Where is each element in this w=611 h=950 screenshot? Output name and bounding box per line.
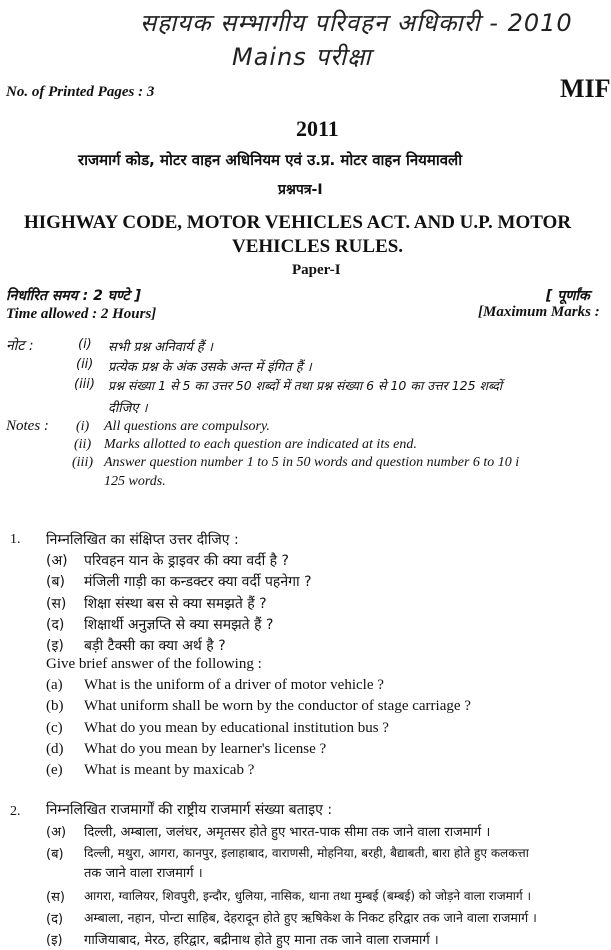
q1-hindi-text-4: शिक्षार्थी अनुज्ञप्ति से क्या समझते हैं ? (84, 617, 274, 633)
note-hindi-text-2: प्रत्येक प्रश्न के अंक उसके अन्त में इंगित हैं । (108, 360, 312, 375)
q2-num-5: (इ) (46, 933, 63, 948)
marks-english: [Maximum Marks : (478, 304, 600, 320)
q2-text-1: दिल्ली, अम्बाला, जलंधर, अमृतसर होते हुए भारत-पाक सीमा तक जाने वाला राजमार्ग । (84, 825, 491, 840)
q1-en-text-5: What is meant by maxicab ? (84, 762, 255, 778)
q2-num-1: (अ) (46, 825, 67, 840)
q1-en-num-4: (d) (46, 741, 64, 757)
notes-en-num-1: (i) (76, 419, 90, 434)
notes-en-text-2: Marks allotted to each question are indicated at its end. (104, 437, 417, 452)
q1-intro-english: Give brief answer of the following : (46, 656, 262, 672)
note-hindi-text-4: दीजिए । (108, 401, 148, 416)
q1-hindi-num-4: (द) (46, 617, 65, 633)
note-hindi-text-3: प्रश्न संख्या 1 से 5 का उत्तर 50 शब्दों में तथा प्रश्न संख्या 6 से 10 का उत्तर 125 शब्दों (108, 378, 503, 393)
q1-hindi-num-1: (अ) (46, 553, 68, 569)
q2-intro-hindi: निम्नलिखित राजमार्गों की राष्ट्रीय राजमार्ग संख्या बताइए : (46, 802, 333, 818)
q1-en-num-5: (e) (46, 762, 63, 778)
q2-number: 2. (10, 804, 21, 819)
q1-en-text-4: What do you mean by learner's license ? (84, 741, 327, 757)
note-hindi-num-3: (iii) (74, 377, 95, 392)
q1-en-num-2: (b) (46, 698, 64, 714)
paper-hindi: प्रश्नपत्र-I (278, 182, 323, 198)
q1-number: 1. (10, 532, 21, 547)
q2-text-2: दिल्ली, मथुरा, आगरा, कानपुर, इलाहाबाद, वाराणसी, मोहनिया, बरही, बैद्याबती, बारा होते हुए कलकत्ता (84, 846, 529, 860)
q2-text-5: गाजियाबाद, मेरठ, हरिद्वार, बद्रीनाथ होते हुए माना तक जाने वाला राजमार्ग । (84, 933, 439, 948)
q2-text-2b: तक जाने वाला राजमार्ग । (84, 866, 203, 881)
q1-hindi-text-2: मंजिली गाड़ी का कन्डक्टर क्या वर्दी पहनेगा ? (84, 574, 312, 590)
q1-hindi-num-2: (ब) (46, 574, 65, 590)
note-hindi-label: नोट : (6, 338, 34, 354)
note-hindi-num-1: (i) (78, 337, 92, 352)
paper-english: Paper-I (292, 262, 341, 278)
time-english: Time allowed : 2 Hours] (6, 306, 157, 322)
title-english-line2: VEHICLES RULES. (232, 236, 404, 257)
title-hindi: राजमार्ग कोड, मोटर वाहन अधिनियम एवं उ.प्र. मोटर वाहन नियमावली (78, 151, 463, 169)
marks-hindi: [ पूर्णांक (546, 288, 590, 304)
notes-en-num-2: (ii) (74, 437, 92, 452)
handwritten-title: सहायक सम्भागीय परिवहन अधिकारी - 2010 (140, 9, 573, 37)
time-hindi: निर्धारित समय : 2 घण्टे ] (6, 288, 141, 304)
q2-num-4: (द) (46, 912, 64, 927)
q1-hindi-num-3: (स) (46, 596, 67, 612)
q2-num-3: (स) (46, 890, 65, 905)
q1-en-text-1: What is the uniform of a driver of motor vehicle ? (84, 677, 384, 693)
q2-num-2: (ब) (46, 847, 64, 862)
notes-en-text-1: All questions are compulsory. (104, 419, 270, 434)
note-hindi-num-2: (ii) (76, 357, 94, 372)
notes-english-label: Notes : (6, 418, 49, 434)
q1-hindi-text-5: बड़ी टैक्सी का क्या अर्थ है ? (84, 638, 226, 654)
notes-en-num-3: (iii) (72, 455, 93, 470)
q1-hindi-text-1: परिवहन यान के ड्राइवर की क्या वर्दी है ? (84, 553, 289, 569)
q1-en-text-2: What uniform shall be worn by the conductor of stage carriage ? (84, 698, 471, 714)
q2-text-4: अम्बाला, नहान, पोन्टा साहिब, देहरादून होते हुए ऋषिकेश के निकट हरिद्वार तक जाने वाला राजमार्ग । (84, 910, 537, 925)
notes-en-text-3: Answer question number 1 to 5 in 50 words and question number 6 to 10 i (104, 455, 520, 470)
q1-hindi-text-3: शिक्षा संस्था बस से क्या समझते हैं ? (84, 596, 267, 612)
q1-en-text-3: What do you mean by educational institution bus ? (84, 720, 389, 736)
printed-pages: No. of Printed Pages : 3 (6, 84, 155, 100)
paper-code: MIF (560, 74, 611, 103)
q2-text-3: आगरा, ग्वालियर, शिवपुरी, इन्दौर, धुलिया, नासिक, थाना तथा मुम्बई (बम्बई) को जोड़ने वाला राजमार्ग । (84, 889, 532, 903)
q1-hindi-num-5: (इ) (46, 638, 64, 654)
notes-en-text-4: 125 words. (104, 474, 166, 489)
q1-intro-hindi: निम्नलिखित का संक्षिप्त उत्तर दीजिए : (46, 532, 239, 548)
title-english-line1: HIGHWAY CODE, MOTOR VEHICLES ACT. AND U.P. MOTOR (24, 212, 572, 233)
exam-year: 2011 (296, 116, 339, 141)
q1-en-num-3: (c) (46, 720, 63, 736)
handwritten-subtitle: Mains परीक्षा (232, 43, 372, 71)
note-hindi-text-1: सभी प्रश्न अनिवार्य हैं । (108, 340, 213, 355)
q1-en-num-1: (a) (46, 677, 63, 693)
